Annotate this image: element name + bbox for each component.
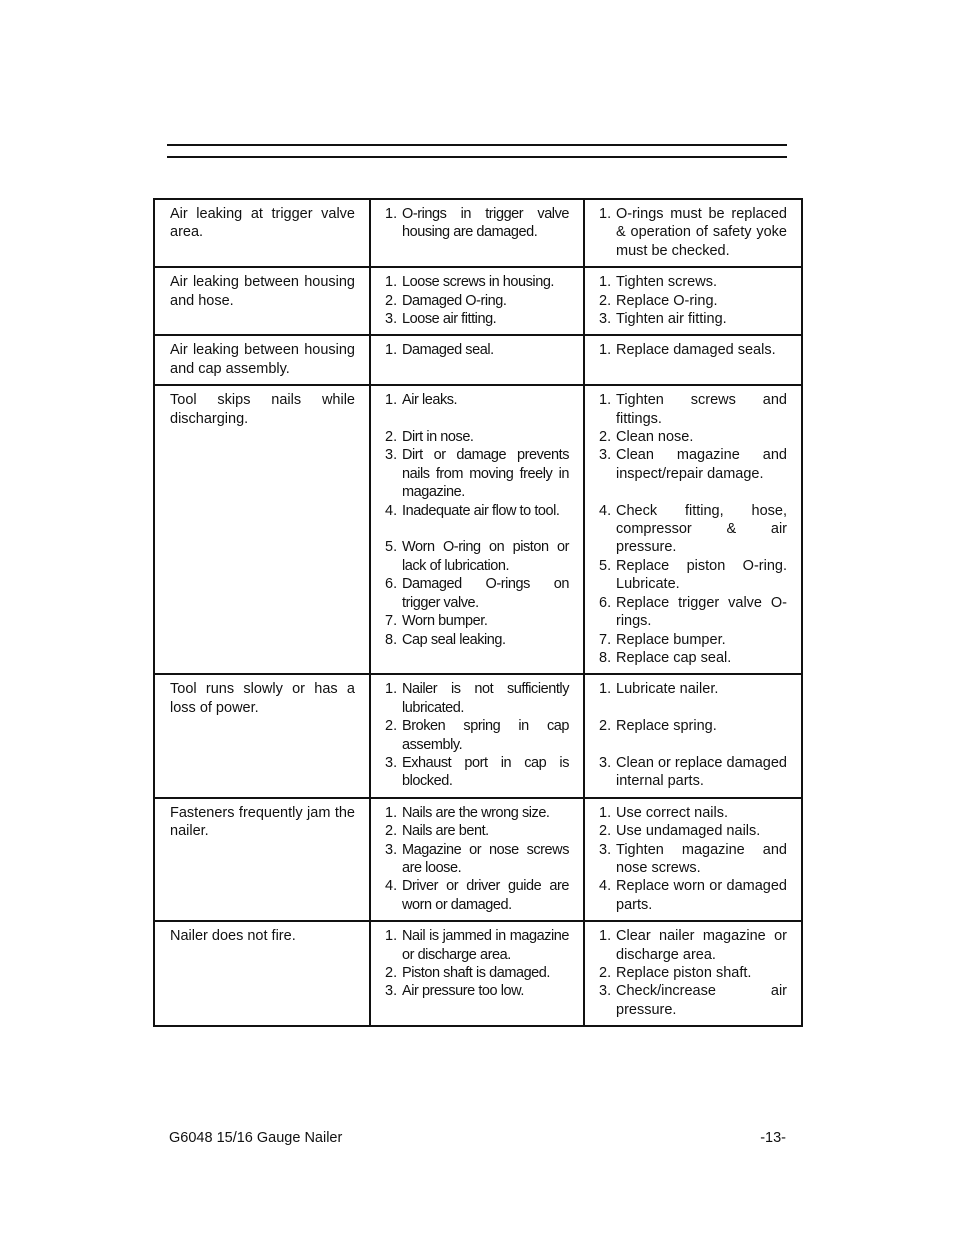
solution-cell — [584, 385, 802, 674]
symptom-text: Tool skips nails while discharging. — [170, 392, 355, 427]
item-number: 2. — [599, 292, 612, 309]
solution-item — [599, 717, 787, 735]
item-number: 8. — [385, 631, 398, 648]
item-text: Loose screws in housing. — [402, 274, 555, 291]
item-number: 2. — [599, 718, 612, 735]
symptom-text: Air leaking between housing and hose. — [170, 274, 355, 309]
item-number: 2. — [385, 429, 398, 446]
table-row — [154, 798, 802, 921]
item-text: Worn bumper. — [402, 613, 488, 630]
item-text: Nails are the wrong size. — [402, 804, 550, 821]
solution-item — [599, 428, 787, 446]
item-number: 3. — [385, 754, 398, 771]
item-text: Replace trigger valve O-rings. — [616, 594, 787, 630]
cause-item — [385, 982, 569, 1000]
symptom-cell — [154, 798, 370, 921]
table-row — [154, 199, 802, 267]
item-text: Damaged O-ring. — [402, 292, 507, 309]
item-number: 3. — [599, 841, 612, 858]
cause-item — [385, 446, 569, 501]
item-number: 1. — [385, 392, 398, 409]
item-text: Clean or replace damaged internal parts. — [616, 754, 787, 790]
item-number: 1. — [599, 206, 612, 222]
symptom-cell — [154, 921, 370, 1026]
table-row — [154, 267, 802, 335]
item-number: 3. — [599, 311, 612, 328]
solution-item — [599, 292, 787, 310]
cause-item — [385, 391, 569, 409]
item-text: Cap seal leaking. — [402, 631, 506, 648]
cause-item — [385, 502, 569, 520]
item-number: 1. — [599, 804, 612, 821]
item-text: Magazine or nose screws are loose. — [402, 841, 569, 876]
item-number: 7. — [385, 613, 398, 630]
solution-item — [599, 341, 787, 359]
table-row — [154, 921, 802, 1026]
item-number: 5. — [599, 557, 612, 574]
item-text: Damaged O-rings on trigger valve. — [402, 576, 569, 611]
item-text: Use undamaged nails. — [616, 823, 761, 840]
item-text: Check fitting, hose, compressor & air pressure. — [616, 502, 787, 556]
cause-item — [385, 273, 569, 291]
item-text: Clean nose. — [616, 429, 694, 446]
cause-item — [385, 292, 569, 310]
item-text: Air pressure too low. — [402, 983, 524, 1000]
cause-cell — [370, 674, 584, 797]
cause-item — [385, 612, 569, 630]
item-number: 5. — [385, 539, 398, 556]
cause-item — [385, 754, 569, 791]
solutions-list — [599, 341, 787, 359]
solution-item — [599, 877, 787, 914]
item-text: Piston shaft is damaged. — [402, 965, 550, 982]
causes-list — [385, 804, 569, 914]
solution-item — [599, 391, 787, 428]
cause-item — [385, 575, 569, 612]
item-number: 3. — [385, 841, 398, 858]
item-text: Nail is jammed in magazine or discharge area. — [402, 928, 569, 963]
solution-item — [599, 205, 787, 260]
solution-item — [599, 557, 787, 594]
item-text: Replace bumper. — [616, 631, 726, 648]
footer-page-number: -13- — [760, 1130, 786, 1146]
symptom-cell — [154, 385, 370, 674]
solution-item — [599, 754, 787, 791]
solution-cell — [584, 199, 802, 267]
item-number: 4. — [599, 878, 612, 895]
solutions-list — [599, 804, 787, 914]
cause-cell — [370, 385, 584, 674]
item-number: 1. — [385, 206, 398, 222]
cause-cell — [370, 335, 584, 385]
item-text: Air leaks. — [402, 392, 458, 409]
causes-list — [385, 680, 569, 790]
cause-cell — [370, 921, 584, 1026]
item-text: Clean magazine and inspect/repair damage. — [616, 447, 787, 482]
solution-cell — [584, 798, 802, 921]
item-number: 1. — [599, 342, 612, 359]
item-text: Dirt in nose. — [402, 429, 474, 446]
item-number: 2. — [385, 823, 398, 840]
solutions-list — [599, 680, 787, 790]
item-number: 1. — [385, 681, 398, 698]
causes-list — [385, 273, 569, 328]
item-text: O-rings must be replaced & operation of safety yoke must be checked. — [616, 206, 787, 259]
item-number: 4. — [385, 502, 398, 519]
item-number: 2. — [385, 292, 398, 309]
cause-cell — [370, 798, 584, 921]
item-number: 1. — [599, 274, 612, 291]
item-text: Replace piston shaft. — [616, 965, 752, 982]
item-number: 2. — [599, 965, 612, 982]
solution-item — [599, 310, 787, 328]
item-text: Replace spring. — [616, 718, 717, 735]
symptom-text: Air leaking at trigger valve area. — [170, 206, 355, 241]
item-text: Replace cap seal. — [616, 649, 732, 666]
troubleshooting-table — [153, 198, 803, 1027]
cause-item — [385, 841, 569, 878]
item-number: 3. — [385, 983, 398, 1000]
symptom-text: Air leaking between housing and cap assembly. — [170, 342, 355, 377]
item-number: 3. — [385, 311, 398, 328]
cause-cell — [370, 199, 584, 267]
cause-item — [385, 205, 569, 242]
solution-item — [599, 927, 787, 964]
symptom-cell — [154, 674, 370, 797]
item-number: 2. — [385, 718, 398, 735]
item-number: 2. — [599, 429, 612, 446]
solution-item — [599, 841, 787, 878]
item-text: Tighten air fitting. — [616, 311, 727, 328]
cause-item — [385, 822, 569, 840]
item-number: 1. — [385, 342, 398, 359]
item-number: 1. — [599, 392, 612, 409]
item-text: Worn O-ring on piston or lack of lubrication. — [402, 539, 569, 574]
item-text: Tighten screws and fittings. — [616, 392, 787, 427]
cause-item — [385, 927, 569, 964]
item-number: 8. — [599, 649, 612, 666]
symptom-cell — [154, 335, 370, 385]
item-text: O-rings in trigger valve housing are damaged. — [402, 206, 569, 241]
solution-cell — [584, 335, 802, 385]
cause-item — [385, 717, 569, 754]
solution-cell — [584, 921, 802, 1026]
cause-item — [385, 631, 569, 649]
solution-item — [599, 822, 787, 840]
item-text: Replace damaged seals. — [616, 342, 776, 359]
causes-list — [385, 205, 569, 242]
cause-item — [385, 964, 569, 982]
item-text: Dirt or damage prevents nails from moving freely in magazine. — [402, 447, 569, 501]
causes-list — [385, 391, 569, 649]
item-text: Nails are bent. — [402, 823, 489, 840]
item-number: 1. — [385, 804, 398, 821]
symptom-text: Fasteners frequently jam the nailer. — [170, 804, 355, 840]
cause-cell — [370, 267, 584, 335]
cause-item — [385, 804, 569, 822]
solutions-list — [599, 205, 787, 260]
solution-item — [599, 804, 787, 822]
item-number: 3. — [385, 447, 398, 464]
item-text: Tighten magazine and nose screws. — [616, 841, 787, 876]
item-number: 1. — [599, 928, 612, 945]
item-text: Clear nailer magazine or discharge area. — [616, 928, 787, 963]
troubleshooting-table-body — [154, 199, 802, 1026]
item-text: Replace O-ring. — [616, 292, 718, 309]
item-text: Nailer is not sufficiently lubricated. — [402, 681, 569, 716]
solution-cell — [584, 267, 802, 335]
item-text: Check/increase air pressure. — [616, 983, 787, 1018]
cause-item — [385, 877, 569, 914]
item-text: Replace worn or damaged parts. — [616, 878, 787, 913]
item-text: Broken spring in cap assembly. — [402, 718, 569, 753]
item-number: 6. — [599, 594, 612, 611]
table-row — [154, 674, 802, 797]
symptom-cell — [154, 199, 370, 267]
item-number: 7. — [599, 631, 612, 648]
solution-item — [599, 982, 787, 1019]
solution-item — [599, 649, 787, 667]
item-number: 3. — [599, 447, 612, 464]
cause-item — [385, 428, 569, 446]
table-row — [154, 335, 802, 385]
solution-cell — [584, 674, 802, 797]
item-text: Tighten screws. — [616, 274, 717, 291]
item-text: Loose air fitting. — [402, 311, 497, 328]
item-number: 6. — [385, 576, 398, 593]
solution-item — [599, 446, 787, 483]
item-text: Lubricate nailer. — [616, 681, 719, 698]
symptom-text: Nailer does not fire. — [170, 928, 296, 945]
item-number: 1. — [599, 681, 612, 698]
cause-item — [385, 680, 569, 717]
symptom-text: Tool runs slowly or has a loss of power. — [170, 681, 355, 716]
header-rule-top — [167, 144, 787, 146]
solution-item — [599, 680, 787, 698]
solutions-list — [599, 927, 787, 1019]
item-number: 3. — [599, 983, 612, 1000]
item-text: Use correct nails. — [616, 804, 729, 821]
solutions-list — [599, 391, 787, 667]
cause-item — [385, 538, 569, 575]
item-number: 2. — [385, 965, 398, 982]
item-text: Damaged seal. — [402, 342, 494, 359]
item-text: Driver or driver guide are worn or damaged. — [402, 878, 569, 913]
solution-item — [599, 964, 787, 982]
cause-item — [385, 341, 569, 359]
item-number: 1. — [385, 928, 398, 945]
solution-item — [599, 273, 787, 291]
item-text: Replace piston O-ring. Lubricate. — [616, 557, 787, 593]
table-row — [154, 385, 802, 674]
cause-item — [385, 310, 569, 328]
causes-list — [385, 341, 569, 359]
item-number: 2. — [599, 823, 612, 840]
solutions-list — [599, 273, 787, 328]
header-rule-bottom — [167, 156, 787, 158]
solution-item — [599, 594, 787, 631]
item-number: 3. — [599, 754, 612, 771]
item-number: 4. — [599, 502, 612, 519]
causes-list — [385, 927, 569, 1001]
symptom-cell — [154, 267, 370, 335]
item-text: Inadequate air flow to tool. — [402, 502, 560, 519]
item-number: 1. — [385, 274, 398, 291]
item-number: 4. — [385, 878, 398, 895]
solution-item — [599, 631, 787, 649]
footer-manual-title: G6048 15/16 Gauge Nailer — [169, 1130, 343, 1146]
solution-item — [599, 502, 787, 557]
item-text: Exhaust port in cap is blocked. — [402, 754, 569, 790]
